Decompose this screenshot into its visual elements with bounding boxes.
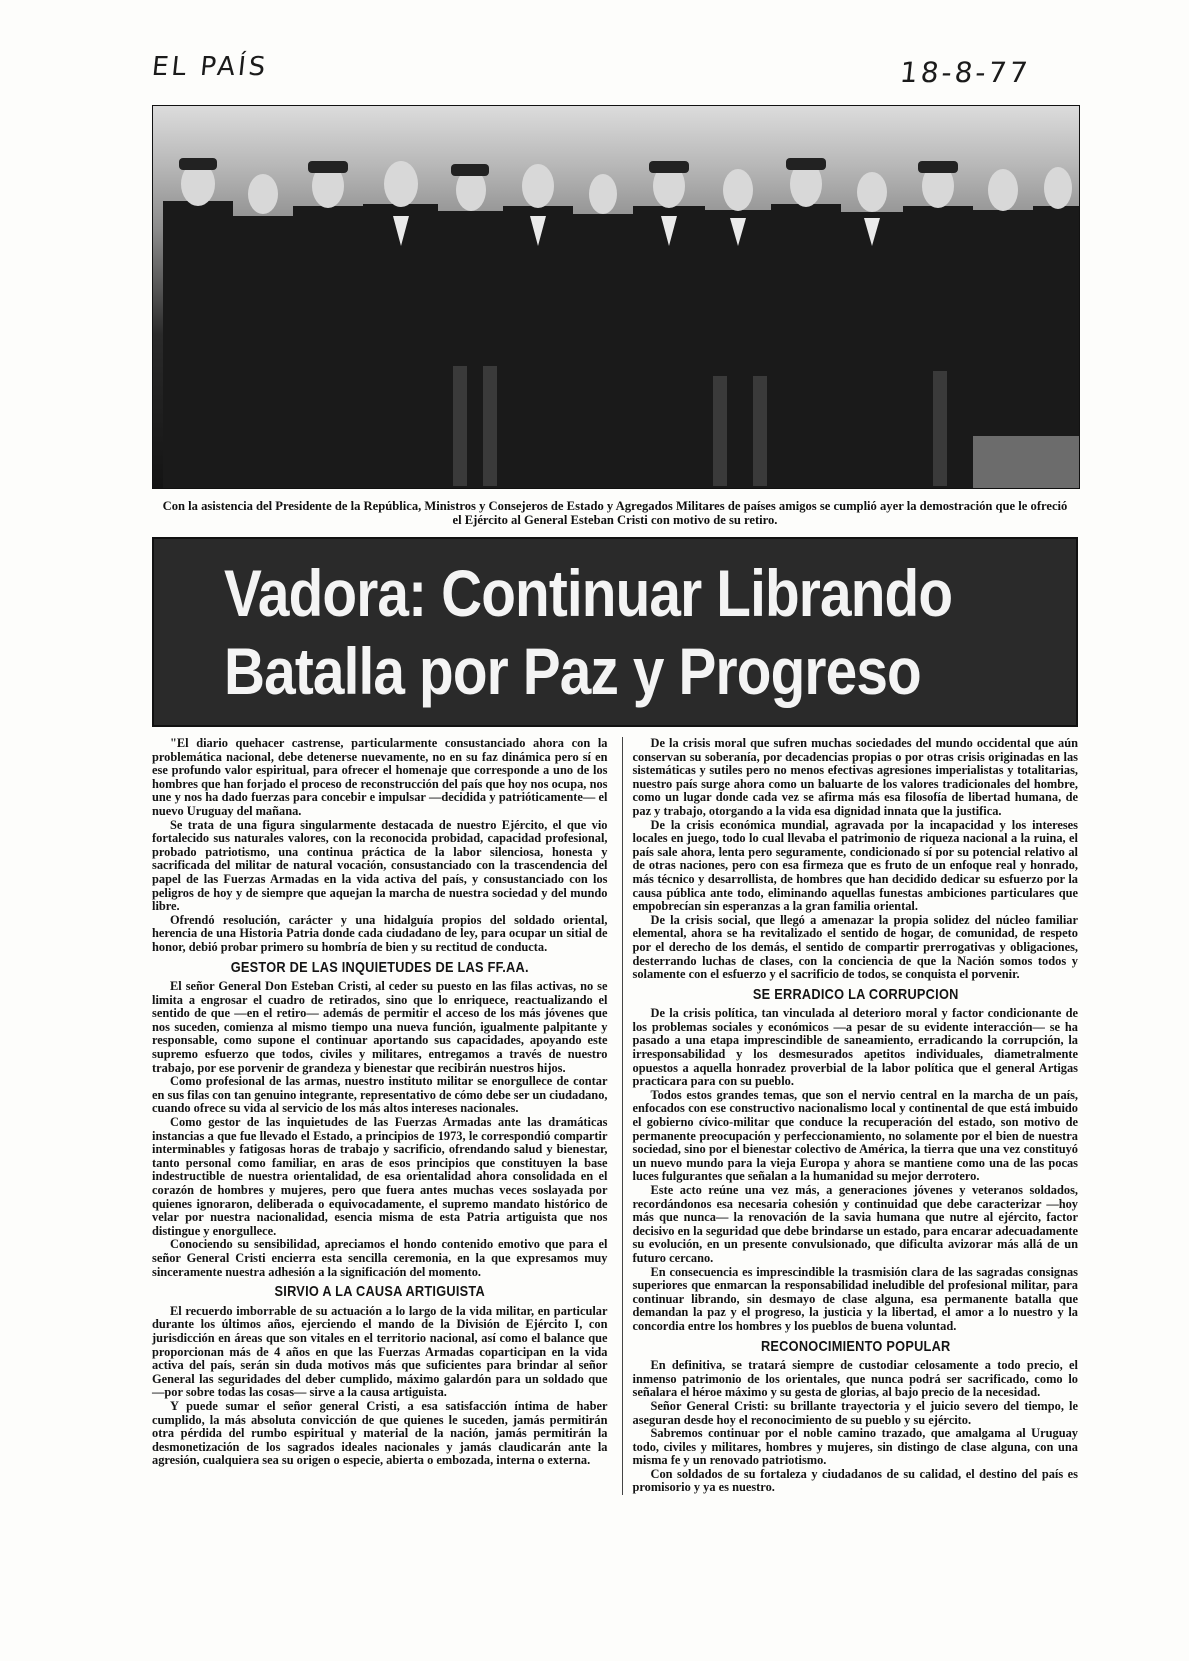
paragraph: De la crisis social, que llegó a amenazar la propia solidez del núcleo familiar elemental, ahora se ha revitalizado el sentido de hogar, de comunidad, de respeto por el derecho de los demás, el sentido de compartir prerrogativas y obligaciones, desterrando luchas de clases, con la conciencia de que la Nación somos todos y solamente con el esfuerzo y el sacrificio de todos, se conquista el porvenir. [632, 912, 1078, 982]
paragraph: El recuerdo imborrable de su actuación a lo largo de la vida militar, en particular durante los últimos años, ejerciendo el mando de la División de Ejército I, con jurisdicción en áreas que son vitales en el territorio nacional, así como el balance que proporcionan más de 4 años en que las Fuerzas Armadas coparticipan en la vida activa del país, serán sin duda motivos más que suficientes para brindar al señor General las seguridades del deber cumplido, máximo galardón para un soldado que —por sobre todas las cosas— sirve a la causa artiguista. [152, 1303, 608, 1400]
paragraph: Como gestor de las inquietudes de las Fuerzas Armadas ante las dramáticas instancias a que fue llevado el Estado, a principios de 1973, le correspondió compartir interminables y fatigosas horas de trabajo y sacrificio, ofrendando salud y bienestar, tanto personal como familiar, en aras de esos principios que constituyen la base indestructible de nuestra orientalidad, de esa orientalidad ahora consolidada en el corazón de hombres y mujeres, pero que fuera antes muchas veces soslayada por quienes ignoraron, deliberada o equivocadamente, el supremo mandato histórico de velar por nuestra nacionalidad, esencia misma de esta Patria artiguista que nos distingue y enorgullece. [152, 1115, 608, 1238]
paragraph: El señor General Don Esteban Cristi, al ceder su puesto en las filas activas, no se limita a engrosar el cuadro de retirados, sino que lo enriquece, reactualizando el sentido de que —en el retiro— además de permitir el acceso de los más jóvenes que nos suceden, comienza al mismo tiempo una nueva función, igualmente palpitante y responsable, como supone el continuar aportando sus capacidades, apoyando este supremo esfuerzo que todos, civiles y militares, entregamos a través de nuestro trabajo, por ese porvenir de grandeza y bienestar que recibirán nuestros hijos. [152, 979, 608, 1075]
paragraph: En consecuencia es imprescindible la trasmisión clara de las sagradas consignas superiores que enmarcan la responsabilidad ineludible del profesional militar, para continuar librando, sin desmayo de clase alguna, esa permanente batalla que demandan la paz y el progreso, la justicia y la libertad, el amor a lo nuestro y la concordia entre los hombres y los pueblos de buena voluntad. [632, 1264, 1078, 1333]
paragraph: Ofrendó resolución, carácter y una hidalguía propios del soldado oriental, herencia de una Historia Patria donde cada ciudadano de ley, para ocupar un sitial de honor, debió probar primero su hombría de bien y su rectitud de conducta. [152, 912, 608, 954]
photo-crowd-illustration [153, 106, 1079, 488]
paragraph: De la crisis económica mundial, agravada por la incapacidad y los intereses locales en juego, todo lo cual llevaba el patrimonio de riqueza nacional a la ruina, el país sale ahora, lenta pero seguramente, condicionado sí por su potencial relativo al de otras naciones, pero con esa firmeza que es fruto de un enfoque real y honrado, más técnico y desarrollista, de hombres que han decidido dedicar su esfuerzo por la causa pública ante todo, eliminando aquellas funestas ambiciones particulares que empobrecían sin esperanzas a la gran familia oriental. [632, 817, 1078, 914]
paragraph: Señor General Cristi: su brillante trayectoria y el juicio severo del tiempo, le aseguran desde hoy el reconocimiento de su pueblo y su ejército. [632, 1398, 1078, 1427]
newspaper-clipping [152, 105, 1078, 1495]
paragraph: Conociendo su sensibilidad, apreciamos el hondo contenido emotivo que para el señor General Cristi encierra esta sencilla ceremonia, en la que expresamos muy sinceramente nuestra adhesión a la significación del momento. [152, 1237, 608, 1279]
subheading: SE ERRADICO LA CORRUPCION [752, 985, 959, 1003]
photo-caption: Con la asistencia del Presidente de la República, Ministros y Consejeros de Estado y Agregados Militares de países amigos se cumplió ayer la demostración que le ofreció el Ejército al General Esteban Cristi con motivo de su retiro. [162, 499, 1068, 527]
subheading: GESTOR DE LAS INQUIETUDES DE LAS FF.AA. [230, 958, 529, 976]
headline-banner [152, 537, 1078, 727]
subheading: SIRVIO A LA CAUSA ARTIGUISTA [274, 1283, 485, 1301]
paragraph: Todos estos grandes temas, que son el nervio central en la marcha de un país, enfocados con ese constructivo nacionalismo local y continental de que está imbuido el gobierno cívico-militar que conduce la recuperación del estado, son motivo de permanente preocupación y perfeccionamiento, no solamente por el bien de nuestra sociedad, sino por el bienestar colectivo de América, la tierra que una vez constituyó un nuevo mundo para la vieja Europa y ahora se mantiene como una de las pocas luces fulgurantes que señalan a la humanidad su mejor derrotero. [632, 1087, 1078, 1184]
paragraph: De la crisis moral que sufren muchas sociedades del mundo occidental que aún conservan su soberanía, por decadencias propias o por otras crisis originadas en las sistemáticas y sutiles pero no menos efectivas agresiones imperialistas y totalitarias, nuestro país surge ahora como un baluarte de los valores tradicionales del hombre, como un lugar donde cada vez se afirma más esa filosofía de libertad humana, de paz y trabajo, otorgando a la vida esa dignidad innata que la justifica. [632, 736, 1078, 818]
paragraph: Como profesional de las armas, nuestro instituto militar se enorgullece de contar en sus filas con tan genuino integrante, representativo de cómo debe ser un ciudadano, cuando ofrece su vida al servicio de los más altos intereses nacionales. [152, 1074, 608, 1116]
paragraph: Se trata de una figura singularmente destacada de nuestro Ejército, el que vio fortalecido sus naturales valores, con la reconocida probidad, capacidad profesional, probado patriotismo, una continua práctica de la labor silenciosa, honesta y sacrificada del militar de natural vocación, consustanciado con la trascendencia del papel de las Fuerzas Armadas en la vida activa del país, y consustanciado con los peligros de hoy y de siempre que aquejan la marcha de nuestra sociedad y del mundo libre. [152, 817, 608, 914]
handwritten-source-label: EL PAÍS [150, 52, 270, 82]
military-ceremony-photo [152, 105, 1080, 489]
paragraph: En definitiva, se tratará siempre de custodiar celosamente a todo precio, el inmenso patrimonio de los orientales, que nunca podrá ser sacrificado, como lo señalara el héroe máximo y su gesta de glorias, al bajo precio de la necesidad. [632, 1358, 1078, 1400]
paragraph: Y puede sumar el señor general Cristi, a esa satisfacción íntima de haber cumplido, la más absoluta convicción de que quienes le suceden, jamás permitirán otra pérdida del rumbo espiritual y material de la nación, jamás permitirán la desmonetización de los sagrados ideales nacionales y jamás claudicarán ante la agresión, cualquiera sea su origen o especie, abierta o embozada, interna o externa. [152, 1398, 608, 1468]
article-body [152, 737, 1078, 1495]
paragraph: Con soldados de su fortaleza y ciudadanos de su calidad, el destino del país es promisorio y ya es nuestro. [632, 1466, 1078, 1495]
article-left-column [152, 737, 608, 1495]
headline-line-1: Vadora: Continuar Librando [224, 556, 953, 630]
article-right-column [622, 737, 1079, 1495]
paragraph: Este acto reúne una vez más, a generaciones jóvenes y veteranos soldados, recordándonos esa necesaria cohesión y continuidad que debe caracterizar —hoy más que nunca— la renovación de la savia humana que nutre al ejército, factor decisivo en la seguridad que debe brindarse un estado, para encarar adecuadamente su evolución, en un presente convulsionado, que dificulta avizorar más allá de un futuro cercano. [632, 1183, 1078, 1265]
subheading: RECONOCIMIENTO POPULAR [760, 1337, 951, 1355]
paragraph: De la crisis política, tan vinculada al deterioro moral y factor condicionante de los problemas sociales y económicos —a pesar de su evidente interacción— se ha pasado a una etapa imprescindible de saneamiento, erradicando la corrupción, la irresponsabilidad y los desmesurados apetitos individuales, diametralmente opuestos a aquella honradez proverbial de la labor política que el general Artigas practicara para con su pueblo. [632, 1006, 1078, 1089]
handwritten-date-label: 18-8-77 [898, 56, 1033, 89]
paragraph: "El diario quehacer castrense, particularmente consustanciado ahora con la problemática nacional, debe detenerse nuevamente, no en su faz dinámica pero sí en ese profundo valor espiritual, para ofrecer el homenaje que corresponde a uno de los hombres que han forjado el proceso de reconstrucción del país que hoy nos ocupa, nos une y nos ha dado fuerzas para concebir e impulsar —decidida y patrióticamente— el nuevo Uruguay del mañana. [152, 736, 608, 818]
paragraph: Sabremos continuar por el noble camino trazado, que amalgama al Uruguay todo, civiles y militares, hombres y mujeres, sin distingo de clase alguna, con una misma fe y un renovado patriotismo. [632, 1426, 1078, 1468]
headline-line-2: Batalla por Paz y Progreso [224, 634, 921, 708]
